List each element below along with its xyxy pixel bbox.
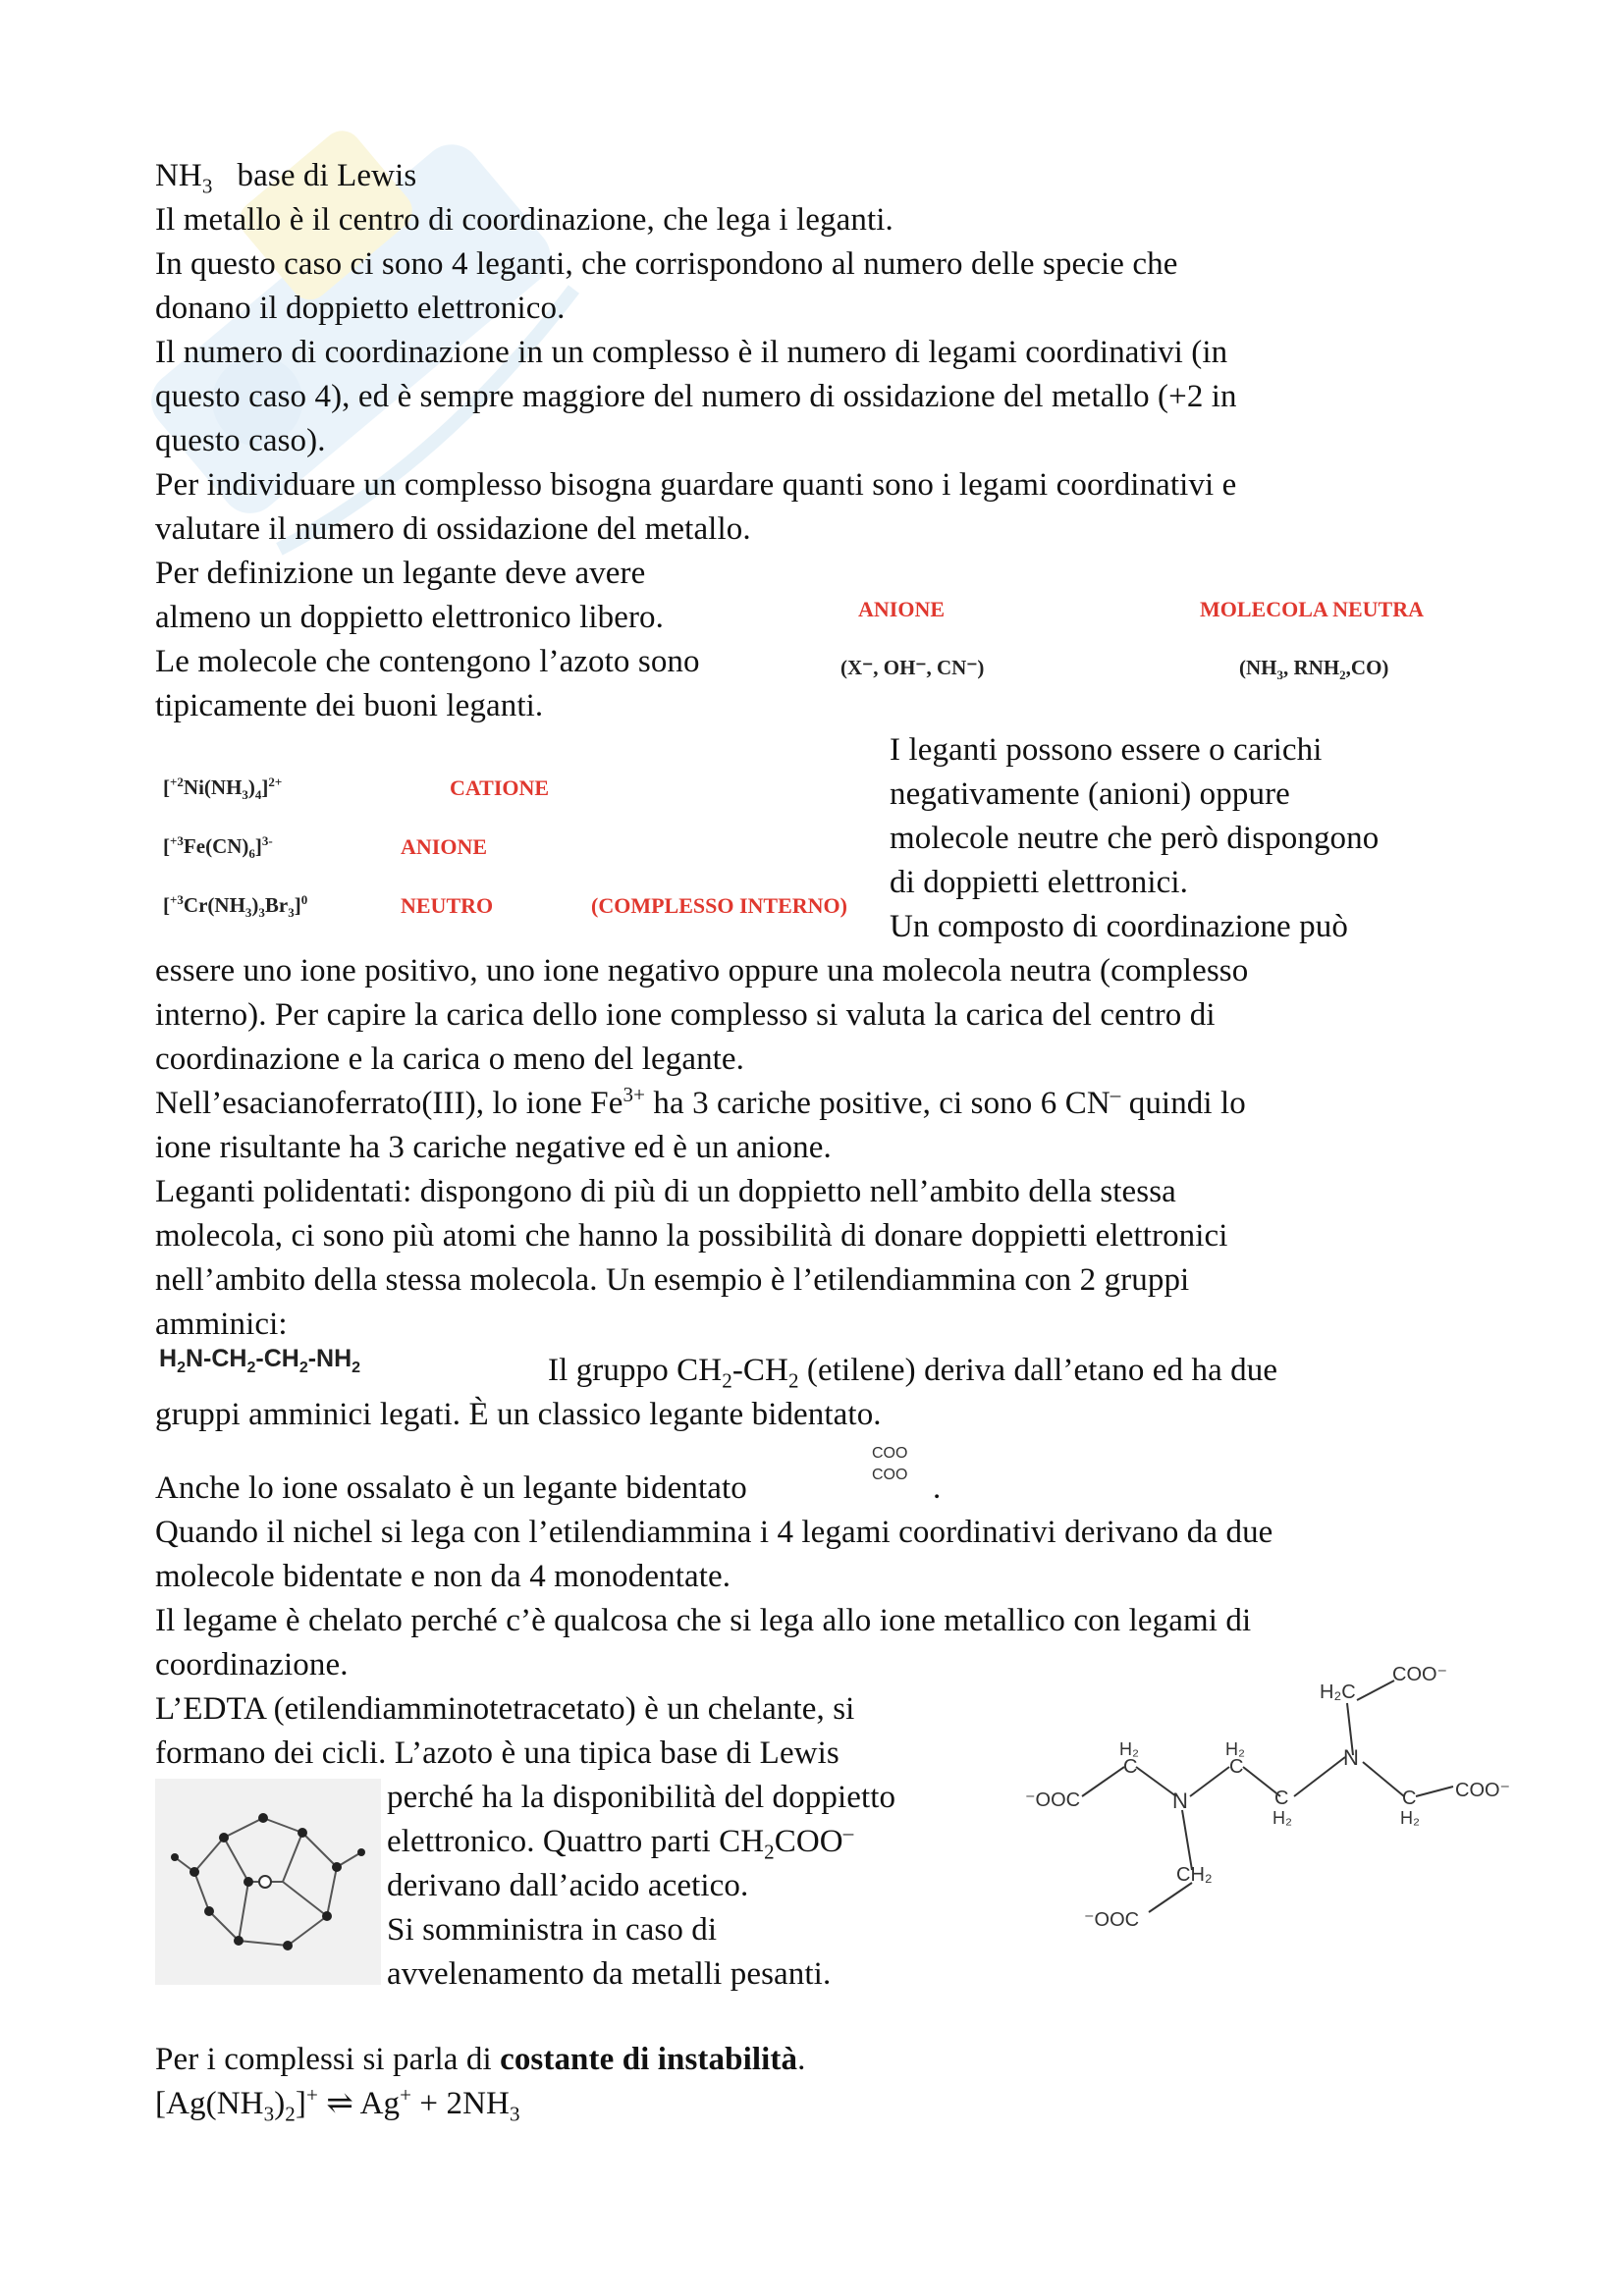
text-line: almeno un doppietto elettronico libero. [155,600,665,635]
text-line: In questo caso ci sono 4 leganti, che corrispondono al numero delle specie che [155,246,1178,282]
text-line: Si somministra in caso di [387,1912,718,1948]
edta-h2: H₂ [1400,1808,1420,1828]
anion-label: ANIONE [858,597,946,621]
text-line: questo caso). [155,423,326,458]
text-line: Il gruppo $CH_2-CH_2$ (etilene) deriva dall’etano ed ha due [548,1353,1278,1393]
text-line: Quando il nichel si lega con l’etilendiammina i 4 legami coordinativi derivano da due [155,1515,1273,1550]
edta-coo-minus-top: COO⁻ [1392,1664,1448,1685]
text-line: perché ha la disponibilità del doppietto [387,1780,896,1815]
text-line: Anche lo ione ossalato è un legante bidentato [155,1470,747,1506]
edta-n-right: N [1343,1745,1359,1770]
complex-formula-iron: $[^{+3}Fe(CN)_6]^{3-}$ [163,833,273,862]
text-line: Il numero di coordinazione in un complesso è il numero di legami coordinativi (in [155,335,1228,370]
edta-c: C [1274,1788,1289,1809]
text-line: molecole bidentate e non da 4 monodentate. [155,1559,731,1594]
edta-n-left: N [1172,1789,1188,1813]
edta-h2: H₂ [1225,1739,1245,1759]
text-line: negativamente (anioni) oppure [890,776,1290,812]
text-line: Per i complessi si parla di costante di instabilità. [155,2042,806,2077]
text-line: Il metallo è il centro di coordinazione, che lega i leganti. [155,202,893,238]
text-line: avvelenamento da metalli pesanti. [387,1956,832,1992]
equilibrium-equation: $[Ag(NH_3)_2]^+$ ⇌ $Ag^+ + 2NH_3$ [155,2083,520,2126]
edta-h2: H₂ [1272,1808,1292,1828]
neutral-molecule-label: MOLECOLA NEUTRA [1200,597,1424,621]
text-line: coordinazione. [155,1647,349,1682]
text-line: valutare il numero di ossidazione del metallo. [155,511,751,547]
text-line: . [933,1470,942,1506]
edta-structure [1011,1659,1542,1944]
anion-examples: (X⁻, OH⁻, CN⁻) [840,656,985,679]
oxalate-structure: COO COO [872,1445,908,1483]
text-line: essere uno ione positivo, uno ione negativo oppure una molecola neutra (complesso [155,953,1249,988]
edta-coo-minus-right: COO⁻ [1455,1780,1511,1801]
text-line: gruppi amminici legati. È un classico legante bidentato. [155,1397,882,1432]
edta-c: C [1402,1788,1417,1809]
text-line: L’EDTA (etilendiamminotetracetato) è un chelante, si [155,1691,855,1727]
complex-formula-chromium: $[^{+3}Cr(NH_3)_3Br_3]^0$ [163,892,308,921]
text-line: Il legame è chelato perché c’è qualcosa che si lega allo ione metallico con legami di [155,1603,1252,1638]
text-line: ione risultante ha 3 cariche negative ed è un anione. [155,1130,832,1165]
ethylenediamine-formula: $H_2N-CH_2-CH_2-NH_2$ [159,1345,361,1376]
neutral-examples: ($NH_3$, $RNH_2,CO$) [1239,656,1389,683]
text-line: di doppietti elettronici. [890,865,1189,900]
text-line: $NH_3$ base di Lewis [155,158,417,198]
bold-term: costante di instabilità [500,2042,798,2077]
text-line: formano dei cicli. L’azoto è una tipica base di Lewis [155,1735,839,1771]
complex-label-anion: ANIONE [401,834,488,859]
text-line: Leganti polidentati: dispongono di più di un doppietto nell’ambito della stessa [155,1174,1176,1209]
text-line: amminici: [155,1307,288,1342]
text-line: coordinazione e la carica o meno del legante. [155,1041,745,1077]
text-line: Le molecole che contengono l’azoto sono [155,644,700,679]
text-line: questo caso 4), ed è sempre maggiore del numero di ossidazione del metallo (+2 in [155,379,1237,414]
text-line: nell’ambito della stessa molecola. Un esempio è l’etilendiammina con 2 gruppi [155,1262,1190,1298]
complex-formula-nickel: $[^{+2}Ni(NH_3)_4]^{2+}$ [163,774,283,803]
edta-h2c: H₂C [1320,1682,1356,1703]
edta-c: C [1123,1756,1138,1778]
complex-label-internal: (COMPLESSO INTERNO) [591,893,847,918]
text-line: Un composto di coordinazione può [890,909,1348,944]
edta-ch2: CH₂ [1176,1864,1213,1886]
edta-c: C [1229,1756,1244,1778]
text-line: interno). Per capire la carica dello ione complesso si valuta la carica del centro di [155,997,1216,1033]
edta-minus-ooc-bottom: ⁻OOC [1084,1909,1140,1931]
text-line: Per definizione un legante deve avere [155,556,646,591]
text-line: derivano dall’acido acetico. [387,1868,749,1903]
complex-label-cation: CATIONE [450,775,550,800]
text-line: Nell’esacianoferrato(III), lo ione $Fe^{3+}$ ha 3 cariche positive, ci sono 6 CN– quindi lo [155,1083,1246,1121]
text-line: molecola, ci sono più atomi che hanno la possibilità di donare doppietti elettronici [155,1218,1228,1254]
text-line: I leganti possono essere o carichi [890,732,1323,768]
text-line: molecole neutre che però dispongono [890,821,1380,856]
edta-h2: H₂ [1119,1739,1139,1759]
text-line: tipicamente dei buoni leganti. [155,688,544,723]
edta-minus-ooc-left: ⁻OOC [1025,1789,1081,1811]
complex-label-neutral: NEUTRO [401,893,494,918]
text-line: elettronico. Quattro parti $CH_2COO^-$ [387,1821,854,1864]
edta-metal-complex-image [155,1779,381,1985]
text-line: Per individuare un complesso bisogna guardare quanti sono i legami coordinativi e [155,467,1237,503]
text-line: donano il doppietto elettronico. [155,291,566,326]
